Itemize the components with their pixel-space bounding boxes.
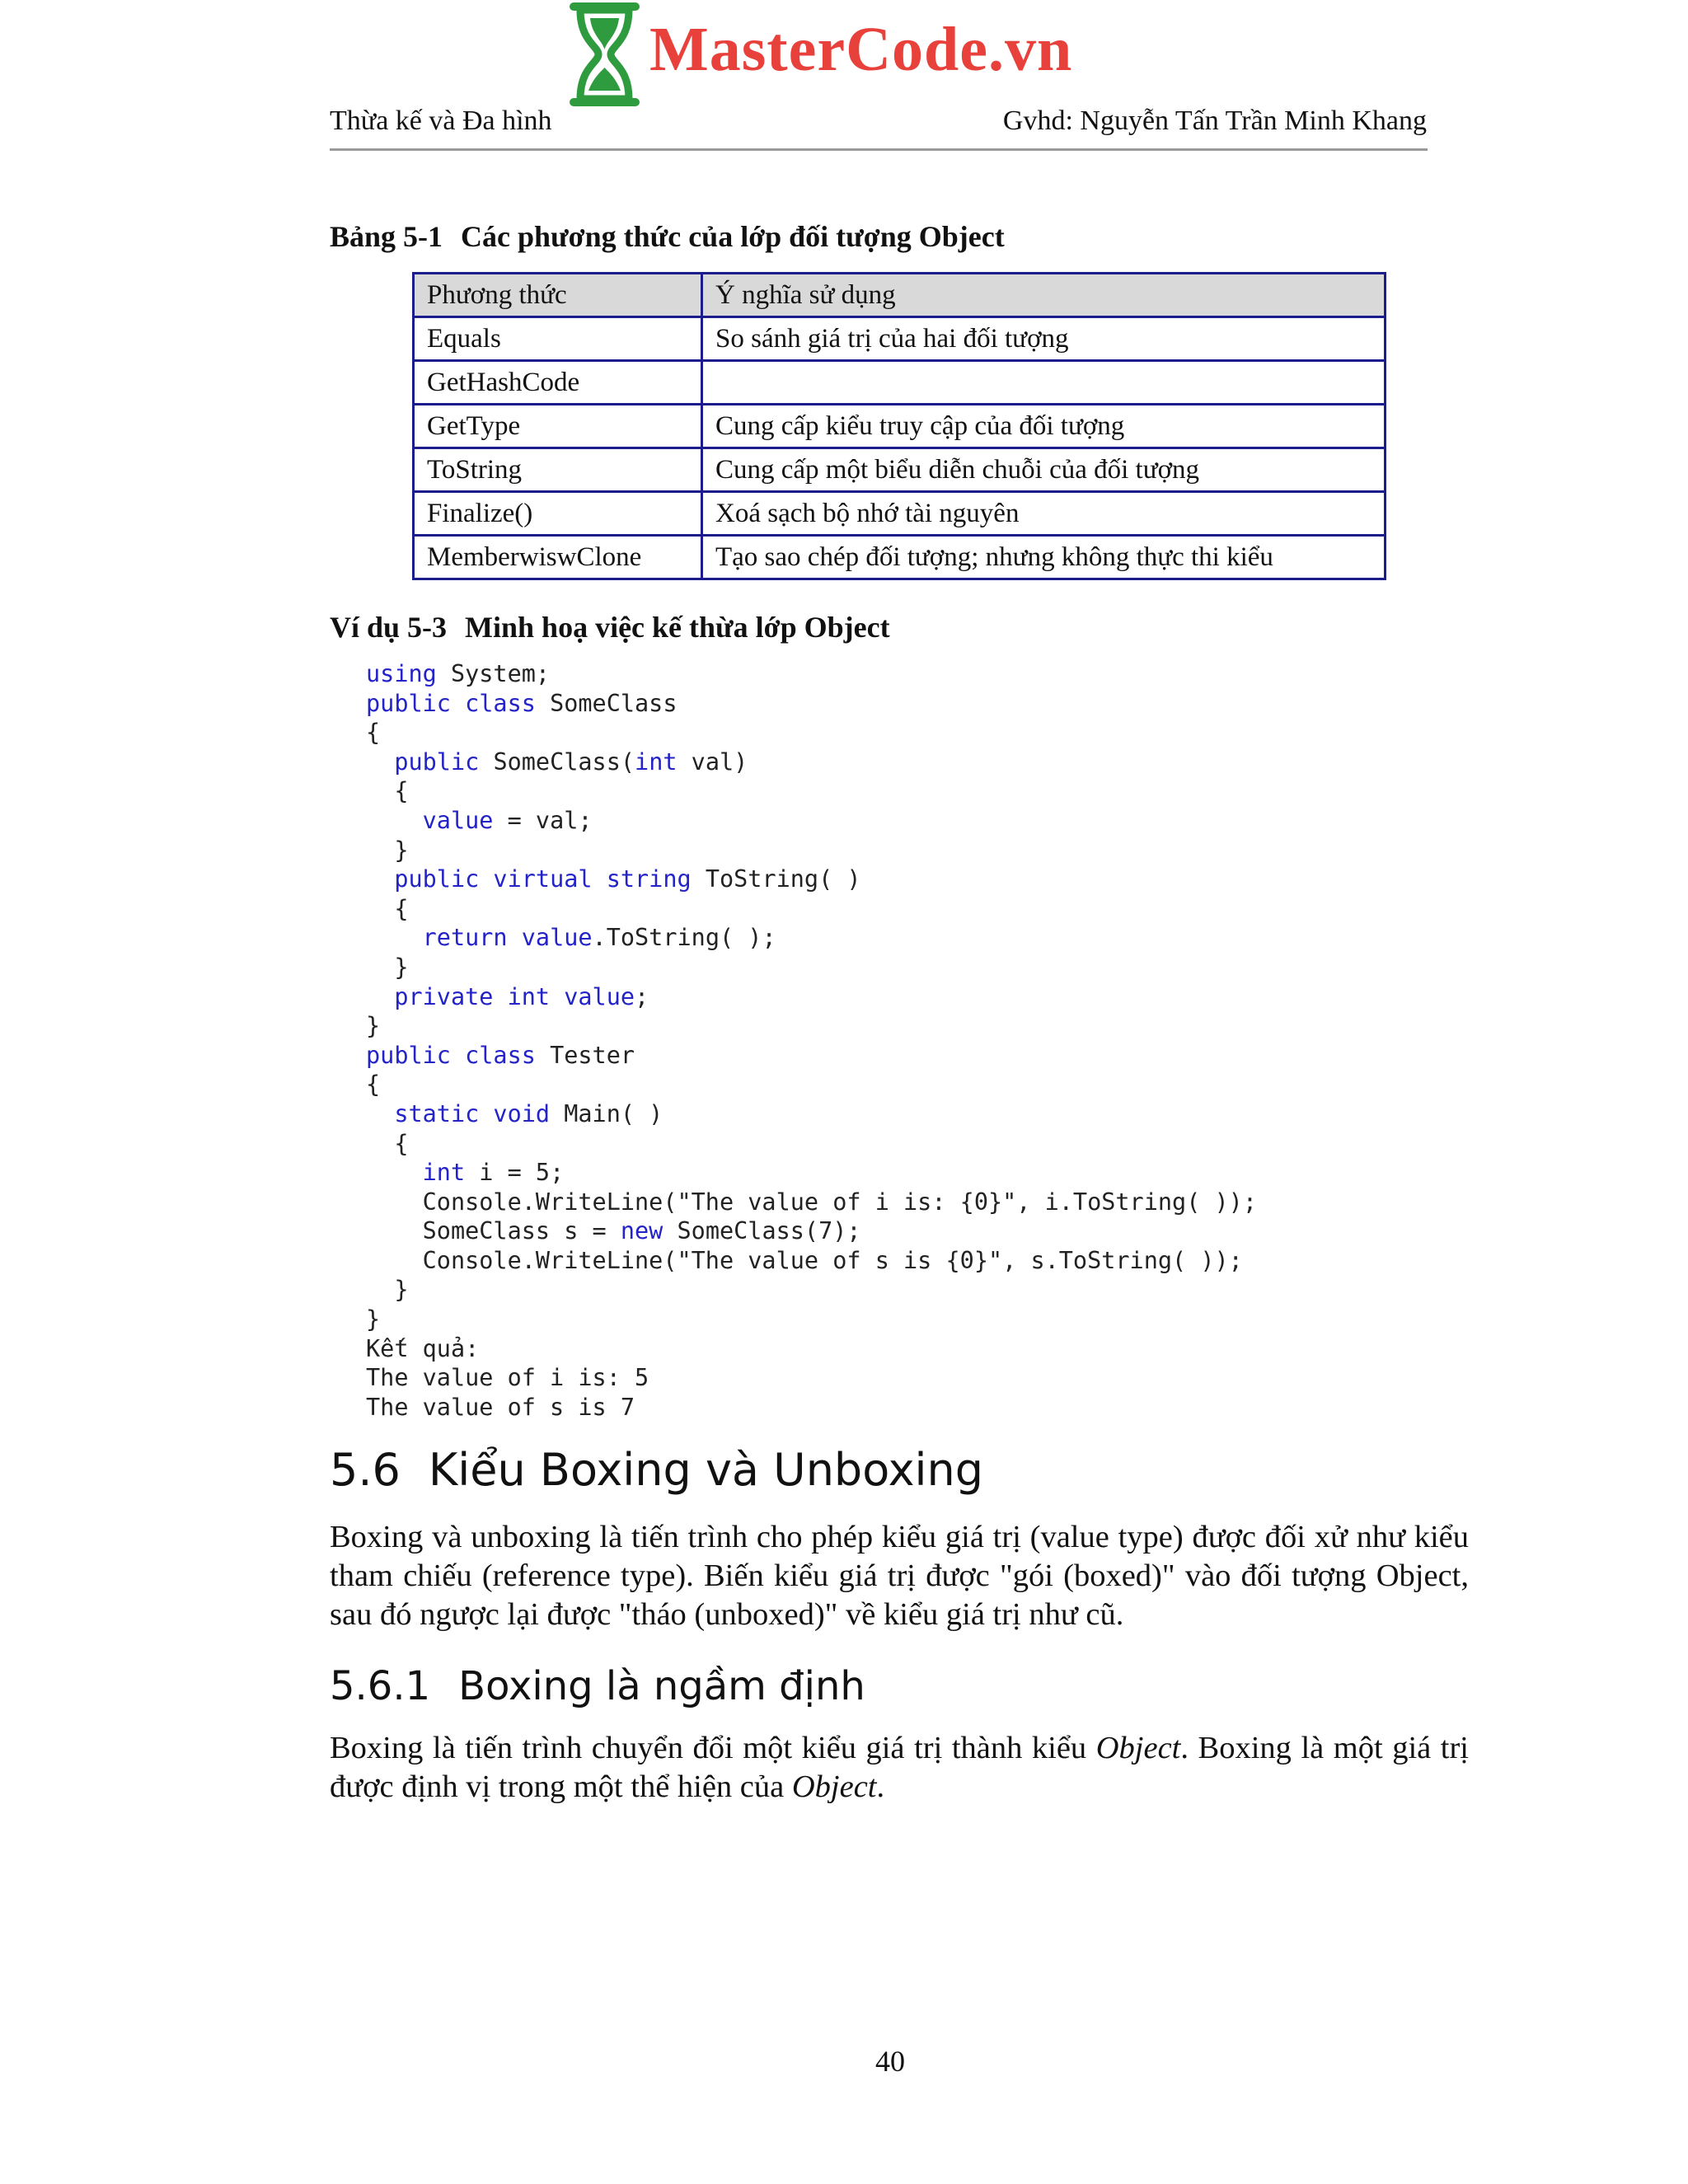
code-line (366, 1099, 1257, 1129)
code-keyword: public class (366, 689, 536, 717)
header-divider (330, 148, 1428, 151)
code-line (366, 776, 1257, 806)
code-text: Console.WriteLine("The value of s is {0}", s.ToString( )); (366, 1246, 1243, 1274)
section-paragraph: Boxing và unboxing là tiến trình cho phép kiểu giá trị (value type) được đối xử như kiểu tham chiếu (reference type). Biến kiểu giá trị được "gói (boxed)" vào đối tượng Object, sau đó ngược lại được "tháo (unboxed)" về kiểu giá trị như cũ. (330, 1520, 1469, 1632)
code-line (366, 1363, 1257, 1393)
table-cell-method: ToString (414, 448, 702, 492)
object-methods-table (412, 272, 1386, 580)
subsection-paragraph (330, 1729, 1469, 1807)
code-text: } (366, 1276, 409, 1304)
code-line (366, 806, 1257, 836)
code-keyword: public virtual string (394, 865, 692, 893)
code-line (366, 836, 1257, 865)
mastercode-logo (565, 0, 1109, 111)
header-instructor: Gvhd: Nguyễn Tấn Trần Minh Khang (1002, 105, 1427, 136)
code-line (366, 718, 1257, 748)
code-text (366, 924, 423, 951)
code-line (366, 1129, 1257, 1159)
code-line (366, 1393, 1257, 1422)
table-cell-method: Equals (414, 317, 702, 361)
example-caption-number: Ví dụ 5-3 (330, 611, 448, 644)
code-text: The value of s is 7 (366, 1393, 635, 1421)
code-text (366, 1159, 423, 1186)
table-row (414, 405, 1386, 448)
code-keyword: using (366, 660, 437, 687)
table-cell-method: Finalize() (414, 492, 702, 536)
table-row (414, 536, 1386, 579)
section-number: 5.6 (330, 1444, 401, 1496)
table-caption-number: Bảng 5-1 (330, 220, 443, 253)
code-keyword: value (422, 806, 494, 834)
code-text: } (366, 1305, 381, 1333)
code-keyword: int (422, 1159, 466, 1187)
code-keyword: public class (366, 1041, 536, 1069)
code-text: { (366, 777, 409, 805)
code-text (366, 983, 394, 1010)
subsection-number: 5.6.1 (330, 1663, 431, 1709)
code-line (366, 982, 1257, 1012)
code-line (366, 1070, 1257, 1099)
code-line (366, 659, 1257, 689)
table-row (414, 492, 1386, 536)
example-caption (330, 610, 890, 644)
code-line (366, 1305, 1257, 1334)
code-text: } (366, 1012, 381, 1040)
table-header-meaning: Ý nghĩa sử dụng (702, 274, 1386, 317)
code-text: { (366, 719, 381, 747)
table-cell-meaning (702, 361, 1386, 405)
table-row (414, 448, 1386, 492)
code-text: .ToString( ); (592, 924, 776, 952)
code-line (366, 953, 1257, 982)
code-line (366, 865, 1257, 894)
table-header-row (414, 274, 1386, 317)
code-line (366, 1334, 1257, 1364)
code-line (366, 1158, 1257, 1188)
table-header-method: Phương thức (414, 274, 702, 317)
code-text: The value of i is: 5 (366, 1364, 649, 1392)
table-row (414, 361, 1386, 405)
code-text: SomeClass( (479, 748, 635, 776)
subsection-heading (330, 1663, 865, 1709)
logo-text: MasterCode.vn (649, 15, 1073, 84)
code-text: Kết quả: (366, 1334, 480, 1362)
code-text: SomeClass (535, 689, 678, 717)
table-cell-meaning: Cung cấp một biểu diễn chuỗi của đối tượng (702, 448, 1386, 492)
code-keyword: static void (394, 1099, 551, 1127)
code-text: val) (677, 748, 748, 776)
table-caption-title: Các phương thức của lớp đối tượng Object (461, 220, 1005, 253)
code-keyword: int (635, 748, 678, 776)
code-text (366, 748, 394, 776)
table-caption (330, 219, 1005, 254)
code-keyword: new (620, 1217, 663, 1245)
page-number: 40 (875, 2045, 905, 2078)
code-text: ToString( ) (691, 865, 861, 893)
table-cell-method: GetHashCode (414, 361, 702, 405)
header-chapter-title: Thừa kế và Đa hình (330, 105, 552, 136)
table-cell-method: MemberwiswClone (414, 536, 702, 579)
code-keyword: public (394, 748, 480, 776)
code-line (366, 689, 1257, 719)
paragraph-text: . (876, 1769, 885, 1804)
table-cell-method: GetType (414, 405, 702, 448)
section-heading (330, 1444, 983, 1496)
code-text: } (366, 836, 409, 864)
code-line (366, 923, 1257, 953)
code-line (366, 1216, 1257, 1246)
code-line (366, 748, 1257, 777)
subsection-title: Boxing là ngầm định (458, 1663, 865, 1709)
table-row (414, 317, 1386, 361)
code-line (366, 1275, 1257, 1305)
hourglass-icon (565, 2, 644, 107)
code-text: = val; (493, 806, 593, 834)
code-text: ; (635, 982, 649, 1010)
code-line (366, 1246, 1257, 1276)
code-line (366, 1011, 1257, 1041)
code-text: Main( ) (550, 1099, 663, 1127)
table-cell-meaning: Xoá sạch bộ nhớ tài nguyên (702, 492, 1386, 536)
code-text (366, 1100, 394, 1127)
code-text: SomeClass(7); (663, 1217, 861, 1245)
table-cell-meaning: So sánh giá trị của hai đối tượng (702, 317, 1386, 361)
code-keyword: private int value (394, 982, 635, 1010)
section-title: Kiểu Boxing và Unboxing (428, 1444, 984, 1496)
paragraph-text: . Boxing là một giá trị được định vị trong một thể hiện của (330, 1731, 1469, 1804)
code-line (366, 1188, 1257, 1217)
paragraph-emphasis: Object (1095, 1731, 1181, 1765)
code-text: { (366, 894, 409, 922)
code-listing (366, 659, 1257, 1422)
paragraph-emphasis: Object (791, 1769, 877, 1804)
code-text: Tester (535, 1041, 635, 1069)
code-text: i = 5; (465, 1159, 565, 1187)
code-text: { (366, 1129, 409, 1157)
code-text: Console.WriteLine("The value of i is: {0}", i.ToString( )); (366, 1188, 1257, 1216)
example-caption-title: Minh hoạ việc kế thừa lớp Object (465, 611, 890, 644)
table-cell-meaning: Cung cấp kiểu truy cập của đối tượng (702, 405, 1386, 448)
code-text (366, 807, 423, 834)
code-line (366, 1041, 1257, 1071)
code-text: SomeClass s = (366, 1217, 621, 1245)
code-text: { (366, 1071, 381, 1099)
code-text: System; (436, 660, 551, 687)
code-text: } (366, 953, 409, 981)
code-text (366, 865, 394, 893)
paragraph-text: Boxing là tiến trình chuyển đổi một kiểu giá trị thành kiểu (330, 1731, 1096, 1765)
table-cell-meaning: Tạo sao chép đối tượng; nhưng không thực thi kiểu (702, 536, 1386, 579)
code-keyword: return value (422, 924, 593, 952)
code-line (366, 894, 1257, 924)
